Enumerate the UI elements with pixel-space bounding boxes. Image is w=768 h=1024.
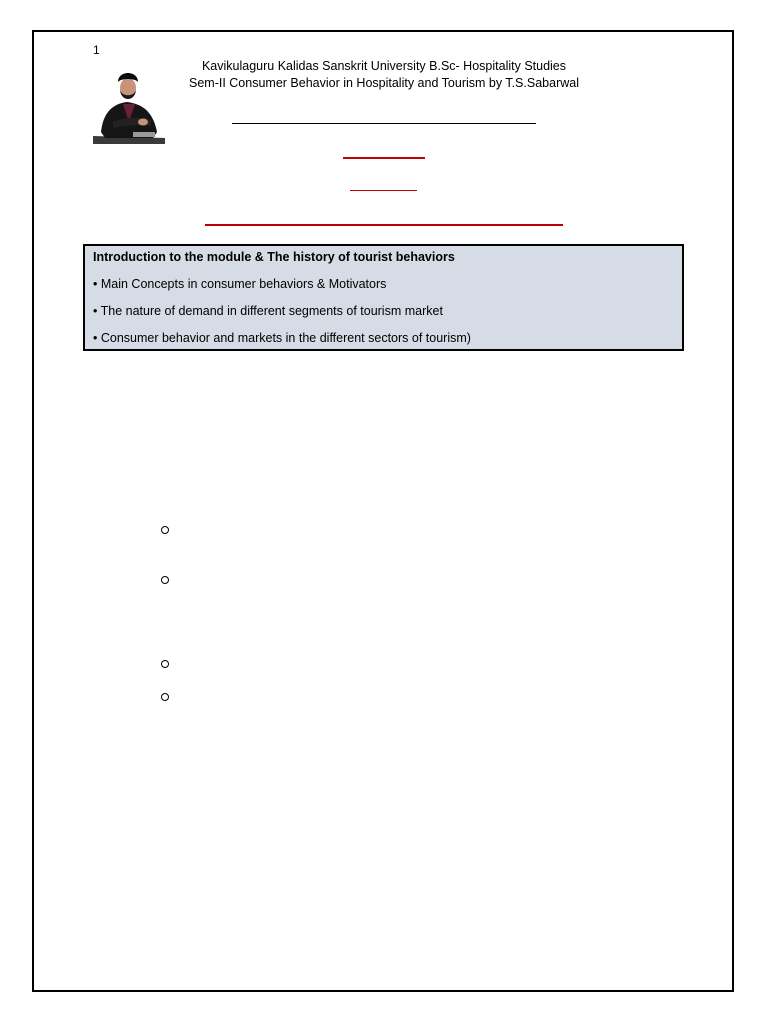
page-number: 1 [93,43,100,57]
header-university-title: Kavikulaguru Kalidas Sanskrit University B.Sc- Hospitality Studies [201,59,567,73]
circle-bullet-icon [161,693,169,701]
header-rule [232,123,536,124]
circle-bullet-icon [161,526,169,534]
module-item: • Consumer behavior and markets in the different sectors of tourism) [93,331,471,345]
page-border [32,30,734,992]
module-summary-box [83,244,684,351]
red-rule-long [205,224,563,226]
circle-bullet-icon [161,576,169,584]
module-item: • The nature of demand in different segments of tourism market [93,304,443,318]
header-course-title: Sem-II Consumer Behavior in Hospitality and Tourism by T.S.Sabarwal [189,76,579,90]
module-title: Introduction to the module & The history of tourist behaviors [93,250,455,264]
module-item: • Main Concepts in consumer behaviors & Motivators [93,277,387,291]
red-rule-short [343,157,425,159]
author-photo [93,66,165,144]
circle-bullet-icon [161,660,169,668]
red-rule-shorter [350,190,417,191]
